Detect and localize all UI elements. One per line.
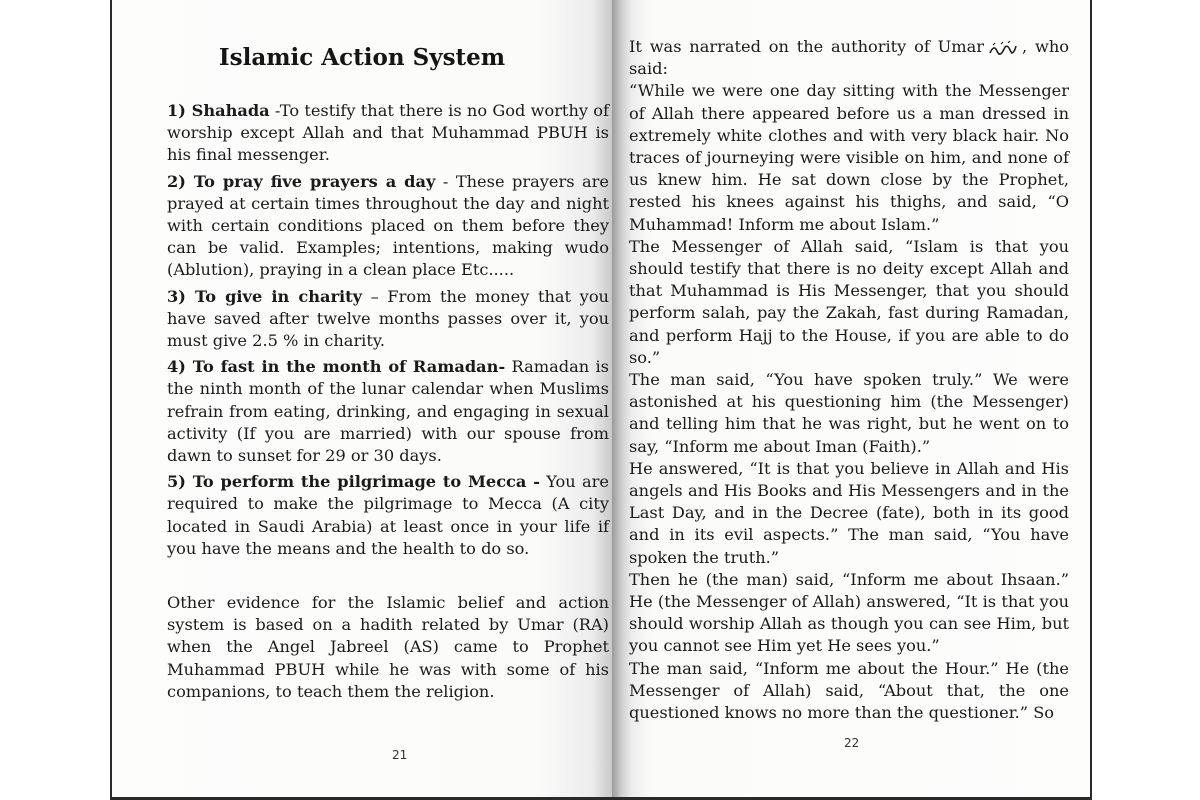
item-text: – From the money that you have saved after twelve months passes over it, you must give 2.5 % in charity. xyxy=(167,286,609,351)
item-text: -To testify that there is no God worthy of worship except Allah and that Muhammad PBUH is his final messenger. xyxy=(167,101,609,165)
item-heading: 3) To give in charity xyxy=(167,286,363,306)
item-heading: 2) To pray five prayers a day xyxy=(167,171,436,191)
hadith-intro xyxy=(629,36,1069,80)
intro-text: It was narrated on the authority of Umar xyxy=(629,37,985,56)
item-heading: 5) To perform the pilgrimage to Mecca - xyxy=(167,472,540,492)
page-number: 22 xyxy=(844,736,860,750)
open-book xyxy=(110,0,1092,800)
list-item xyxy=(167,356,609,467)
list-item xyxy=(167,471,609,560)
list-item xyxy=(167,171,609,282)
hadith-paragraph: The Messenger of Allah said, “Islam is that you should testify that there is no deity except Allah and that Muhammad is His Messenger, that you should perform salah, pay the Zakah, fast during Ramadan, and perform Hajj to the House, if you are able to do so.” xyxy=(629,236,1069,367)
arabic-honorific-icon xyxy=(988,40,1018,56)
list-item xyxy=(167,100,609,167)
item-text: - These prayers are prayed at certain times throughout the day and night with certain conditions placed on them before they can be valid. Examples; intentions, making wudo (Ablution), praying in a clean place Etc..... xyxy=(167,171,609,280)
intro-text-end: , who said: xyxy=(629,37,1069,79)
hadith-paragraph: Then he (the man) said, “Inform me about Ihsaan.” He (the Messenger of Allah) answered, “It is that you should worship Allah as though you can see Him, but you cannot see Him yet He sees you.” xyxy=(629,569,1069,656)
left-page xyxy=(110,0,612,800)
item-heading: 4) To fast in the month of Ramadan- xyxy=(167,357,506,377)
closing-paragraph: Other evidence for the Islamic belief and action system is based on a hadith related by Umar (RA) when the Angel Jabreel (AS) came to Prophet Muhammad PBUH while he was with some of his companions, to teach them the religion. xyxy=(167,593,609,701)
hadith-paragraph: “While we were one day sitting with the Messenger of Allah there appeared before us a man dressed in extremely white clothes and with very black hair. No traces of journeying were visible on him, and none of us knew him. He sat down close by the Prophet, rested his knees against his thighs, and said, “O Muhammad! Inform me about Islam.” xyxy=(629,81,1069,234)
paragraph-spacer xyxy=(167,564,609,592)
right-page-body xyxy=(629,36,1069,724)
item-text: Ramadan is the ninth month of the lunar calendar when Muslims refrain from eating, drinking, and engaging in sexual activity (If you are married) with our spouse from dawn to sunset for 29 or 30 days. xyxy=(167,357,609,466)
item-text: You are required to make the pilgrimage to Mecca (A city located in Saudi Arabia) at least once in your life if you have the means and the health to do so. xyxy=(167,472,609,558)
item-heading: 1) Shahada xyxy=(167,101,270,120)
right-page xyxy=(612,0,1092,800)
hadith-paragraph: The man said, “You have spoken truly.” We were astonished at his questioning him (the Messenger) and telling him that he was right, but he went on to say, “Inform me about Iman (Faith).” xyxy=(629,370,1069,456)
left-page-body xyxy=(167,100,609,707)
page-title: Islamic Action System xyxy=(218,44,506,71)
hadith-paragraph: He answered, “It is that you believe in Allah and His angels and His Books and His Messengers and in the Last Day, and in the Decree (fate), both in its good and in its evil aspects.” The man said, “You have spoken the truth.” xyxy=(629,458,1069,567)
page-number: 21 xyxy=(392,748,408,762)
list-item xyxy=(167,286,609,353)
hadith-paragraph: The man said, “Inform me about the Hour.” He (the Messenger of Allah) said, “About that, the one questioned knows no more than the questioner.” So xyxy=(629,658,1069,723)
